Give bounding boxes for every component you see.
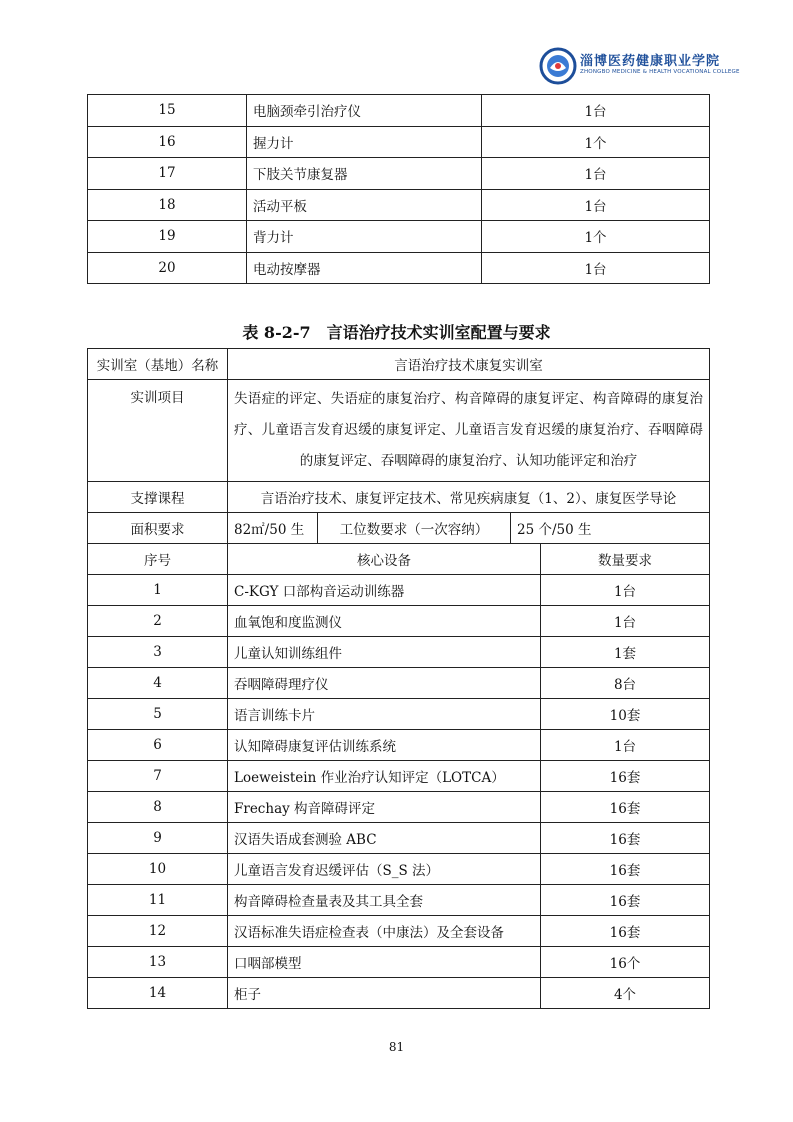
row-number: 10 — [88, 854, 228, 885]
quantity: 1台 — [541, 730, 710, 761]
table-row — [88, 761, 710, 792]
quantity: 1台 — [482, 252, 710, 284]
quantity: 16套 — [541, 792, 710, 823]
quantity: 10套 — [541, 699, 710, 730]
table-row — [88, 916, 710, 947]
row-number: 2 — [88, 606, 228, 637]
quantity: 1台 — [541, 575, 710, 606]
device-name: 电脑颈牵引治疗仪 — [247, 95, 482, 127]
device-name: 血氧饱和度监测仪 — [228, 606, 541, 637]
row-number: 14 — [88, 978, 228, 1009]
row-number: 19 — [88, 221, 247, 253]
device-name: 下肢关节康复器 — [247, 158, 482, 190]
project-value: 失语症的评定、失语症的康复治疗、构音障碍的康复评定、构音障碍的康复治疗、儿童语言发育迟缓的康复评定、儿童语言发育迟缓的康复治疗、吞咽障碍的康复评定、吞咽障碍的康复治疗、认知功能评定和治疗 — [228, 380, 710, 482]
table-row — [88, 158, 710, 190]
quantity: 1台 — [482, 158, 710, 190]
quantity: 1个 — [482, 126, 710, 158]
row-number: 20 — [88, 252, 247, 284]
device-name: 语言训练卡片 — [228, 699, 541, 730]
room-label: 实训室（基地）名称 — [88, 349, 228, 380]
table-title: 表 8-2-7 言语治疗技术实训室配置与要求 — [242, 323, 551, 342]
quantity: 1台 — [541, 606, 710, 637]
row-number: 16 — [88, 126, 247, 158]
quantity: 1套 — [541, 637, 710, 668]
area-label: 面积要求 — [88, 513, 228, 544]
table-row — [88, 885, 710, 916]
device-name: 活动平板 — [247, 189, 482, 221]
area-value: 82㎡/50 生 — [228, 513, 318, 544]
quantity: 16套 — [541, 916, 710, 947]
device-name: 背力计 — [247, 221, 482, 253]
device-name: 汉语标准失语症检查表（中康法）及全套设备 — [228, 916, 541, 947]
quantity: 16套 — [541, 823, 710, 854]
row-number: 12 — [88, 916, 228, 947]
row-number: 18 — [88, 189, 247, 221]
table-row — [88, 730, 710, 761]
device-name: 电动按摩器 — [247, 252, 482, 284]
quantity: 16套 — [541, 854, 710, 885]
quantity: 1个 — [482, 221, 710, 253]
station-label: 工位数要求（一次容纳） — [318, 513, 511, 544]
table-row — [88, 699, 710, 730]
station-value: 25 个/50 生 — [511, 513, 710, 544]
column-header-qty: 数量要求 — [541, 544, 710, 575]
table-row — [88, 575, 710, 606]
device-name: 握力计 — [247, 126, 482, 158]
quantity: 1台 — [482, 189, 710, 221]
row-number: 5 — [88, 699, 228, 730]
project-label: 实训项目 — [88, 380, 228, 482]
course-value: 言语治疗技术、康复评定技术、常见疾病康复（1、2）、康复医学导论 — [228, 482, 710, 513]
column-header-no: 序号 — [88, 544, 228, 575]
device-name: 吞咽障碍理疗仪 — [228, 668, 541, 699]
speech-therapy-lab-table — [87, 348, 710, 1009]
device-name: 柜子 — [228, 978, 541, 1009]
device-name: Frechay 构音障碍评定 — [228, 792, 541, 823]
quantity: 16套 — [541, 885, 710, 916]
device-name: 儿童认知训练组件 — [228, 637, 541, 668]
device-name: 构音障碍检查量表及其工具全套 — [228, 885, 541, 916]
page-number: 81 — [388, 1040, 405, 1054]
row-number: 4 — [88, 668, 228, 699]
table-row — [88, 126, 710, 158]
row-number: 15 — [88, 95, 247, 127]
room-value: 言语治疗技术康复实训室 — [228, 349, 710, 380]
table-row — [88, 606, 710, 637]
device-name: Loeweistein 作业治疗认知评定（LOTCA） — [228, 761, 541, 792]
table-row — [88, 978, 710, 1009]
quantity: 1台 — [482, 95, 710, 127]
device-name: 口咽部模型 — [228, 947, 541, 978]
course-label: 支撑课程 — [88, 482, 228, 513]
table-row — [88, 668, 710, 699]
row-number: 9 — [88, 823, 228, 854]
quantity: 4个 — [541, 978, 710, 1009]
table-row — [88, 947, 710, 978]
row-number: 3 — [88, 637, 228, 668]
table-row — [88, 252, 710, 284]
school-name-en: ZHONGBO MEDICINE & HEALTH VOCATIONAL COLLEGE — [580, 69, 740, 75]
quantity: 8台 — [541, 668, 710, 699]
equipment-table-continued — [87, 94, 710, 284]
device-name: 儿童语言发育迟缓评估（S_S 法） — [228, 854, 541, 885]
row-number: 7 — [88, 761, 228, 792]
quantity: 16套 — [541, 761, 710, 792]
table-row — [88, 189, 710, 221]
column-header-device: 核心设备 — [228, 544, 541, 575]
table-row — [88, 221, 710, 253]
device-name: 认知障碍康复评估训练系统 — [228, 730, 541, 761]
row-number: 11 — [88, 885, 228, 916]
table-row — [88, 95, 710, 127]
row-number: 6 — [88, 730, 228, 761]
table-row — [88, 637, 710, 668]
device-name: 汉语失语成套测验 ABC — [228, 823, 541, 854]
row-number: 13 — [88, 947, 228, 978]
school-name: 淄博医药健康职业学院 — [580, 54, 721, 69]
device-name: C-KGY 口部构音运动训练器 — [228, 575, 541, 606]
table-row — [88, 823, 710, 854]
row-number: 17 — [88, 158, 247, 190]
table-row — [88, 854, 710, 885]
row-number: 1 — [88, 575, 228, 606]
table-row — [88, 792, 710, 823]
row-number: 8 — [88, 792, 228, 823]
quantity: 16个 — [541, 947, 710, 978]
